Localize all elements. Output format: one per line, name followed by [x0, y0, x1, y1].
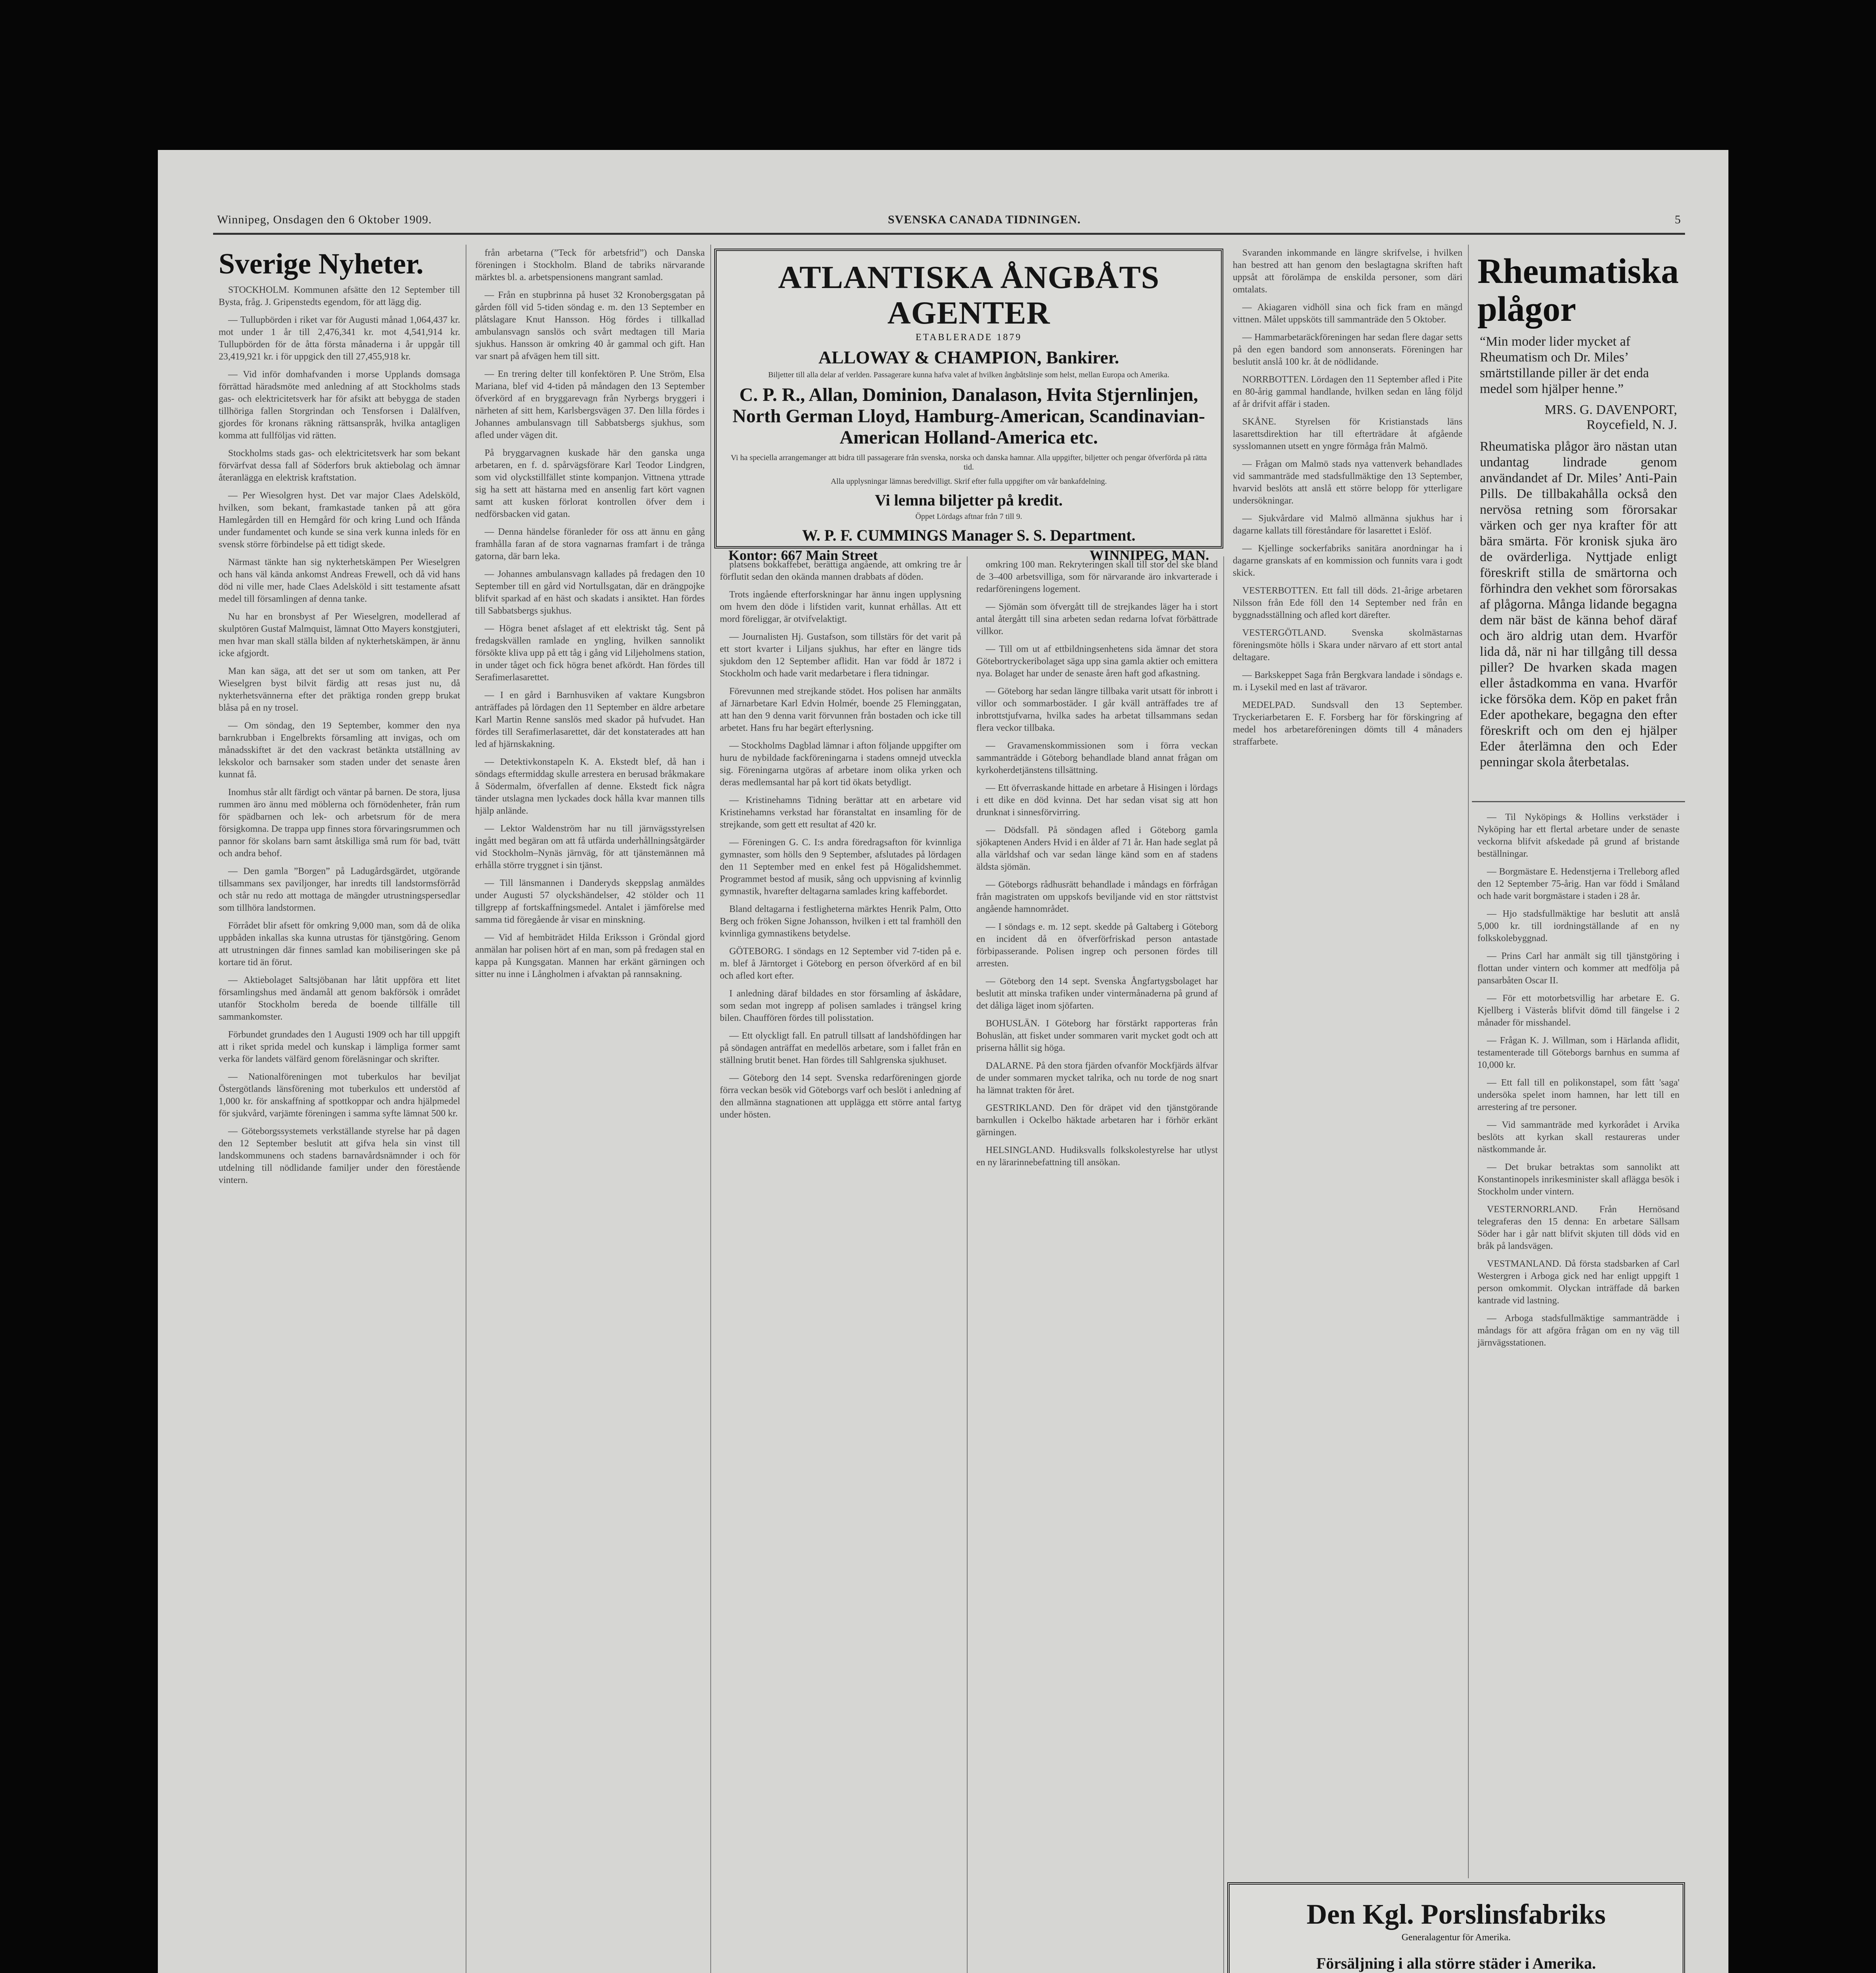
article-paragraph: omkring 100 man. Rekryteringen skall till stor del ske bland de 3–400 arbetsvilliga, som för närvarande äro inkvarterade i redarföreningens logement. — [976, 560, 1218, 594]
article-paragraph: — Ett fall till en polikonstapel, som fått 'saga' undersöka spelet inom hamnen, har lett till en arrestering af tre personer. — [1477, 1078, 1679, 1112]
article-paragraph: — Sjömän som öfvergått till de strejkandes läger ha i stort antal återgått till sina arbeten sedan redarna lofvat förbättrade villkor. — [976, 602, 1218, 636]
header-masthead: SVENSKA CANADA TIDNINGEN. — [888, 213, 1081, 226]
ad-firm-name: ALLOWAY & CHAMPION, Bankirer. — [818, 347, 1120, 367]
article-paragraph: Trots ingående efterforskningar har ännu ingen upplysning om hvem den döde i lifstiden varit, kunnat erhållas. Att ett mord föreliggar, är otvifvelaktigt. — [720, 590, 961, 624]
article-paragraph: — Ett öfverraskande hittade en arbetare å Hisingen i lördags i ett dike en död kvinna. Det har sedan visat sig att hon drunknat i sinnesförvirring. — [976, 783, 1218, 818]
article-paragraph: SKÅNE. Styrelsen för Kristianstads läns lasarettsdirektion har till efterträdare åt afgående sysslomannen utsett en yngre förmåga från Malmö. — [1233, 417, 1462, 451]
article-paragraph: — Stockholms Dagblad lämnar i afton följande uppgifter om huru de nybildade fackföreningarna i stadens omnejd utveckla sig. Föreningarna utgöras af arbetare inom olika yrken och deras medlemsantal har på kort tid ökats betydligt. — [720, 741, 961, 788]
article-paragraph: — Arboga stadsfullmäktige sammanträdde i måndags för att afgöra frågan om en ny väg till järnvägsstationen. — [1477, 1313, 1679, 1348]
column-1 — [213, 245, 466, 1973]
article-paragraph: — Hjo stadsfullmäktige har beslutit att anslå 5,000 kr. till iordningställande af en ny folkskolebyggnad. — [1477, 909, 1679, 943]
article-paragraph: — I söndags e. m. 12 sept. skedde på Galtaberg i Göteborg en incident då en öfverförfriskad person antastade förbipasserande. Polisen ingrep och personen fördes till arresten. — [976, 922, 1218, 969]
ad-body: Rheumatiska plågor äro nästan utan undantag lindrade genom användandet af Dr. Miles’ Anti-Pain Pills. De tillbakahålla också den nervösa retning som förorsakar värken och ger nya krafter för att bära smärta. För kronisk sjuka äro de ovärderliga. Nyttjade enligt föreskrift stilla de smärtorna och förhindra den vekhet som förorsakas af plågorna. Många lidande begagna dem när bäst de känna behof däraf och äro aldrig utan dem. Hvarför lida då, när ni har tillgång till dessa piller? De hvarken skada magen eller åstadkomma en vana. Hvarför icke försöka dem. Köp en paket från Eder apothekare, begagna den efter föreskrift och om den ej hjälper Eder återlämna den och Eder penningar skola återbetalas. — [1480, 439, 1677, 769]
article-paragraph: — Till länsmannen i Danderyds skeppslag anmäldes under Augusti 57 olyckshändelser, 42 stölder och 11 tillgrepp af fortskaffningsmedel. Antalet i jämförelse med samma tid föregående år visar en minskning. — [475, 878, 705, 925]
article-paragraph: Svaranden inkommande en längre skrifvelse, i hvilken han bestred att han genom den beslagtagna skriften haft uppsåt att förolämpa de enskilda personer, som däri omtalats. — [1233, 248, 1462, 295]
article-paragraph: VESTERBOTTEN. Ett fall till döds. 21-årige arbetaren Nilsson från Ede föll den 14 September ned från en byggnadsställning och afled kort därefter. — [1233, 586, 1462, 620]
ad-address: Kontor: 667 Main Street — [728, 547, 878, 563]
ad-note: Biljetter till alla delar af verlden. Passagerare kunna hafva valet af hvilken ångbåtslinje som helst, mellan Europa och Amerika. — [768, 371, 1170, 379]
column-5-text — [1227, 245, 1468, 756]
column-2-text — [470, 245, 710, 988]
article-paragraph: Förevunnen med strejkande stödet. Hos polisen har anmälts af Järnarbetare Karl Edvin Holmér, boende 25 Fleminggatan, att han den 9 denna varit förvunnen från bostaden och icke till arbetet. Hans fru har begärt efterlysning. — [720, 686, 961, 733]
ad-credit-tickets: Vi lemna biljetter på kredit. — [875, 491, 1063, 509]
article-paragraph: — Till om ut af ettbildningsenhetens sida ämnar det stora Götebortryckeribolaget säga upp sina gamla aktier och emittera nya. Bolaget har under de senaste åren haft god afkastning. — [976, 644, 1218, 679]
article-paragraph: — Nationalföreningen mot tuberkulos har beviljat Östergötlands länsförening mot tuberkulos ett understöd af 1,000 kr. för anskaffning af spottkoppar och andra hjälpmedel för sjukvård, varjämte föreningen i samma syfte lämnat 500 kr. — [219, 1072, 460, 1119]
article-paragraph: — Det brukar betraktas som sannolikt att Konstantinopels inrikesminister skall aflägga besök i Stockholm under vintern. — [1477, 1162, 1679, 1197]
article-paragraph: — Kjellinge sockerfabriks sanitära anordningar ha i dagarne granskats af en kommission och funnits vara i godt skick. — [1233, 543, 1462, 578]
article-paragraph: — Högra benet afslaget af ett elektriskt tåg. Sent på fredagskvällen ramlade en yngling, hvilken sannolikt försökte kliva upp på ett tåg i gång vid Liljeholmens station, in under tåget och fick högra benet afkördt. Han fördes till Serafimerlasarettet. — [475, 623, 705, 683]
ad-city: WINNIPEG, MAN. — [1090, 547, 1209, 563]
ad-note: Vi ha speciella arrangemanger att bidra till passagerare från svenska, norska och danska hamnar. Alla uppgifter, biljetter och pengar öfverförda på rätta tid. — [730, 453, 1207, 472]
ad-office-hours: Öppet Lördags aftnar från 7 till 9. — [915, 512, 1022, 521]
article-paragraph: Stockholms stads gas- och elektricitetsverk har som bekant förvärfvat dessa fall af Söderfors bruk aktiebolag och ämnar återanlägga en elektrisk kraftstation. — [219, 448, 460, 483]
ad-title: ATLANTISKA ÅNGBÅTS AGENTER — [778, 259, 1160, 331]
article-paragraph: — Göteborg den 14 sept. Svenska redarföreningen gjorde förra veckan besök vid Göteborgs varf och beslöt i anledning af den allmänna stagnationen att upplägga ett större antal fartyg under hösten. — [720, 1073, 961, 1120]
article-paragraph: — Den gamla ”Borgen” på Ladugårdsgärdet, utgörande tillsammans sex paviljonger, har inredts till landstormsförråd och står nu redo att mottaga de mängder utrustningspersedlar som tillhöra landstormen. — [219, 866, 460, 913]
article-paragraph: VESTERNORRLAND. Från Hernösand telegraferas den 15 denna: En arbetare Sällsam Söder har i går natt blifvit skjuten till döds vid en bråk på landsvägen. — [1477, 1204, 1679, 1251]
article-paragraph: — Från en stupbrinna på huset 32 Kronobergsgatan på gården föll vid 5-tiden söndag e. m. den 13 September en plåtslagare Knut Hansson. Hög fördes i tillkallad ambulansvagn sanslös och svårt medtagen till Maria sjukhus. Hansson är omkring 40 år gammal och gift. Han var snart på afvägen hem till sitt. — [475, 290, 705, 361]
ad-note: Alla upplysningar lämnas beredvilligt. Skrif efter fulla uppgifter om vår bankafdelning. — [831, 477, 1107, 486]
column-1-text — [213, 282, 466, 1194]
article-paragraph: DALARNE. På den stora fjärden ofvanför Mockfjärds älfvar de under sommaren mycket talrika, och nu torde de nog snart ha lämnat trakten för året. — [976, 1061, 1218, 1095]
article-paragraph: — Borgmästare E. Hedenstjerna i Trelleborg afled den 12 September 75-årig. Han var född i Småland och hade varit borgmästare i staden i 28 år. — [1477, 867, 1679, 901]
ad-subtitle: Generalagentur för Amerika. — [1401, 1932, 1511, 1943]
article-paragraph: — Per Wiesolgren hyst. Det var major Claes Adelsköld, hvilken, som bekant, framkastade tanken på att göra Hamlegården till en Hemgård för och kring Lund och Ifånda under fundamentet och kunde se sina verk kunna inleds för en svensk större förbindelse på ett tidigt skede. — [219, 490, 460, 550]
article-paragraph: — Hammarbetaräckföreningen har sedan flere dagar setts på den egen bandord som annonserats. Föreningen har beslutit anslå 100 kr. åt de nödlidande. — [1233, 332, 1462, 367]
ad-sales-line: Försäljning i alla större städer i Amerika. — [1316, 1954, 1596, 1972]
article-paragraph: — Johannes ambulansvagn kallades på fredagen den 10 September till en gård vid Nortullsgatan, där en drängpojke blifvit sparkad af en häst och skadats i ansiktet. Han fördes till Sabbatsbergs sjukhus. — [475, 569, 705, 616]
article-paragraph: — Göteborgssystemets verkställande styrelse har på dagen den 12 September beslutit att gifva hela sin vinst till landskommunens och stadens barnavårdsnämnder i och för utdelning till nödlidande familjer under den förestående vintern. — [219, 1126, 460, 1185]
article-paragraph: — För ett motorbetsvillig har arbetare E. G. Kjellberg i Västerås blifvit dömd till fängelse i 2 månader för misshandel. — [1477, 993, 1679, 1028]
article-paragraph: NORRBOTTEN. Lördagen den 11 September afled i Pite en 80-årig gammal handlande, hvilken sedan en lång följd af år drifvit affär i staden. — [1233, 374, 1462, 409]
article-paragraph: — Barkskeppet Saga från Bergkvara landade i söndags e. m. i Lysekil med en last af trävaror. — [1233, 670, 1462, 693]
ad-testimonial-name: MRS. G. DAVENPORT, — [1545, 402, 1677, 417]
article-paragraph: — Vid inför domhafvanden i morse Upplands domsaga förrättad häradsmöte med anledning af att Stockholms stads gas- och elektricitetsverk har för afsikt att bebygga de staden tillhöriga fallen Storgrindan och Tensforsen i Dalälfven, gjordes för kronans räkning rättsanspråk, hvilka antagligen komma att fullföljas vid rätten. — [219, 369, 460, 441]
article-paragraph: — Lektor Waldenström har nu till järnvägsstyrelsen ingått med begäran om att få utfärda underhållningsåtgärder vid Stockholm–Nynäs järnväg, för att tjänstemännen må erhålla större tryggnet i sin tjänst. — [475, 824, 705, 870]
column-2 — [470, 245, 711, 1973]
article-paragraph: — Akiagaren vidhöll sina och fick fram en mängd vittnen. Målet uppsköts till sammanträde den 5 Oktober. — [1233, 302, 1462, 325]
article-paragraph: — Prins Carl har anmält sig till tjänstgöring i flottan under vintern och kommer att medfölja på pansarbåten Oscar II. — [1477, 951, 1679, 986]
column-3-text — [714, 556, 967, 1129]
article-paragraph: VESTERGÖTLAND. Svenska skolmästarnas föreningsmöte hölls i Skara under närvaro af ett stort antal deltagare. — [1233, 628, 1462, 663]
ad-testimonial-quote: “Min moder lider mycket af Rheumatism och Dr. Miles’ smärtstillande piller är det enda medel som hjälper henne.” — [1480, 334, 1649, 396]
article-paragraph: — Göteborg den 14 sept. Svenska Ångfartygsbolaget har beslutit att minska trafiken under vintermånaderna på grund af det dåliga läget inom sjöfarten. — [976, 976, 1218, 1011]
article-paragraph: — Vid sammanträde med kyrkorådet i Arvika beslöts att kyrkan skall restaureras under nästkommande år. — [1477, 1120, 1679, 1155]
article-paragraph: — Detektivkonstapeln K. A. Ekstedt blef, då han i söndags eftermiddag skulle arrestera en berusad bråkmakare å Södermalm, öfverfallen af denne. Ekstedt fick några tänder utslagna men lyckades dock hålla kvar mannen tills hjälp anlände. — [475, 757, 705, 816]
article-paragraph: — En trering delter till konfektören P. Une Ström, Elsa Mariana, blef vid 4-tiden på måndagen den 13 September öfverkörd af en bryggarevagn från Nyrbergs bryggeri i närheten af sitt hem, Karlsbergsvägen 37. Den lilla fördes i Johannes ambulansvagn till Sabbatsbergs sjukhus, som afled under vägen dit. — [475, 369, 705, 440]
article-paragraph: Inomhus står allt färdigt och väntar på barnen. De stora, ljusa rummen äro ännu med möblerna och förnödenheter, från rum för spädbarnen och lek- och arbetsrum för de mera försigkomna. De trappa upp finnes stora förvaringsrummen och pannor för skolans barn samt åtskilliga små rum för bad, tvätt och andra behof. — [219, 787, 460, 859]
column-5 — [1227, 245, 1469, 1878]
article-paragraph: — Tullupbörden i riket var för Augusti månad 1,064,437 kr. mot under 1 år till 2,476,341 kr. mot 4,541,914 kr. Tullupbörden för de åtta första månaderna i år uppgår till 23,419,921 kr. i för uppgick den till 27,455,918 kr. — [219, 315, 460, 362]
article-paragraph: GESTRIKLAND. Den för dräpet vid den tjänstgörande barnkullen i Ockelbo häktade arbetaren har i förhör erkänt gärningen. — [976, 1103, 1218, 1138]
column-4-text — [971, 556, 1223, 1177]
article-paragraph: — Journalisten Hj. Gustafson, som tillstärs för det varit på ett stort kvarter i Liljans sjukhus, har efter en längre tids sjukdom den 12 September aflidit. Han var född år 1872 i Stockholm och hade varit medarbetare i flera tidningar. — [720, 632, 961, 679]
article-paragraph: — Aktiebolaget Saltsjöbanan har låtit uppföra ett litet församlingshus med ändamål att genom bakförsök i området utanför Stockholm bereda de boende tillfälle till sammankomster. — [219, 975, 460, 1022]
article-paragraph: — Ett olyckligt fall. En patrull tillsatt af landshöfdingen har på söndagen anträffat en medellös arbetare, som i fallet från en ställning brutit benet. Han fördes till Sahlgrenska sjukhuset. — [720, 1031, 961, 1065]
article-paragraph: — Til Nyköpings & Hollins verkstäder i Nyköping har ett flertal arbetare under de senaste veckorna blifvit afskedade på grund af bristande beställningar. — [1477, 812, 1679, 859]
article-paragraph: HELSINGLAND. Hudiksvalls folkskolestyrelse har utlyst en ny lärarinnebefattning till ansökan. — [976, 1145, 1218, 1168]
header-rule — [213, 233, 1685, 235]
article-paragraph: Närmast tänkte han sig nykterhetskämpen Per Wieselgren och hans väl kända ankomst Andreas Frewell, och då vid hans död ni ville mer, hade Claes Adelsköld i sitt testamente afsatt medel till församlingen af denna tanke. — [219, 557, 460, 604]
article-paragraph: BOHUSLÄN. I Göteborg har förstärkt rapporteras från Bohuslän, att fisket under sommaren varit mycket godt och att priserna hållit sig höga. — [976, 1018, 1218, 1053]
article-paragraph: Förrådet blir afsett för omkring 9,000 man, som då de olika uppbåden inkallas ska kunna utrustas för tjänstgöring. Genom att utrustningen där finnes samlad kan mobiliseringen ske på kortare tid än förut. — [219, 921, 460, 968]
article-paragraph: platsens bokkaffebet, berättiga angående, att omkring tre år förflutit sedan den okända mannen drabbats af döden. — [720, 560, 961, 582]
ad-testimonial-place: Roycefield, N. J. — [1586, 417, 1677, 432]
article-paragraph: — Vid af hembiträdet Hilda Eriksson i Gröndal gjord anmälan har polisen hört af en man, som på fredagen stal en kappa på Kungsgatan. Mannen har erkänt gärningen och sitter nu inne i Långholmen i afvaktan på rannsakning. — [475, 932, 705, 979]
article-paragraph: — Göteborgs rådhusrätt behandlade i måndags en förfrågan från magistraten om uppskofs beviljande vid en stor rättstvist angående hamnområdet. — [976, 880, 1218, 914]
article-paragraph: från arbetarna (”Teck för arbetsfrid”) och Danska föreningen i Stockholm. Bland de tabriks närvarande märktes bl. a. arbetspensionens mangrant samlad. — [475, 248, 705, 283]
article-paragraph: Bland deltagarna i festligheterna märktes Henrik Palm, Otto Berg och fröken Signe Johansson, hvilken i ett tal framhöll den kvinnliga gymnastikens betydelse. — [720, 904, 961, 939]
article-paragraph: — Dödsfall. På söndagen afled i Göteborg gamla sjökaptenen Anders Hvid i en ålder af 71 år. Han hade seglat på alla världshaf och var sedan länge känd som en af stadens äldsta sjömän. — [976, 825, 1218, 872]
column-6 — [1472, 809, 1685, 1878]
header-dateline: Winnipeg, Onsdagen den 6 Oktober 1909. — [217, 213, 432, 226]
article-paragraph: Nu har en bronsbyst af Per Wieselgren, modellerad af skulptören Gustaf Malmquist, lämnat Otto Mayers konstgjuteri, men hvar man skall ställa bilden af nykterhetskämpen, är ännu icke afgjordt. — [219, 612, 460, 659]
ad-atlantiska-angbats-agenter — [714, 249, 1223, 563]
article-paragraph: På bryggarvagnen kuskade här den ganska unga arbetaren, en f. d. spårvägsförare Karl Teodor Lindgren, som vid olyckstillfället stinte kompanjon. Vittnena yttrade sig ha sett att hästarna med en ansenlig fart kört vagnen samt att kusken förlorat kontrollen öfver dem i nedförsbacken vid gatan. — [475, 448, 705, 519]
ad-title: Den Kgl. Porslinsfabriks — [1306, 1898, 1606, 1930]
article-paragraph: — Frågan om Malmö stads nya vattenverk behandlades vid sammanträde med stadsfullmäktige den 13 September, hvarvid beslöts att anslå ett större belopp för ytterligare undersökningar. — [1233, 459, 1462, 506]
article-paragraph: — Denna händelse föranleder för oss att ännu en gång framhålla faran af de stora vagnarnas framfart i de trånga gatorna, där barn leka. — [475, 527, 705, 562]
article-paragraph: — I en gård i Barnhusviken af vaktare Kungsbron anträffades på lördagen den 11 September en äldre arbetare Karl Martin Renne sanslös med skador på hufvudet. Han fördes till Serafimerlasarettet, där det konstaterades att han led af hjärnskakning. — [475, 690, 705, 749]
article-paragraph: — Göteborg har sedan längre tillbaka varit utsatt för inbrott i villor och sommarbostäder. I går kväll anträffades tre af inbrottstjufvarna, hvilka sades ha arbetat tillsammans sedan flera veckor tillbaka. — [976, 686, 1218, 733]
article-paragraph: Förbundet grundades den 1 Augusti 1909 och har till uppgift att i riket sprida medel och kunskap i lämpliga former samt verka för landets välfärd genom föreläsningar och skrifter. — [219, 1030, 460, 1064]
ad-kgl-porslinsfabriks — [1227, 1882, 1685, 1973]
article-paragraph: MEDELPAD. Sundsvall den 13 September. Tryckeriarbetaren E. F. Forsberg har för förskingring af medel hos arbetareföreningen dömts till 4 månaders straffarbete. — [1233, 700, 1462, 747]
article-paragraph: — Frågan K. J. Willman, som i Härlanda aflidit, testamenterade till Göteborgs barnhus en summa af 10,000 kr. — [1477, 1035, 1679, 1070]
ad-title: Rheumatiska plågor — [1477, 252, 1679, 329]
article-paragraph: — Sjukvårdare vid Malmö allmänna sjukhus har i dagarne kallats till föreståndare för lasarettet i Eslöf. — [1233, 513, 1462, 536]
article-paragraph: Man kan säga, att det ser ut som om tanken, att Per Wieselgren byst bilvit färdig att resas just nu, då nykterhetsvännerna efter det präktiga ronden grepp brukat blåsa på en ny trosel. — [219, 666, 460, 713]
article-paragraph: — Föreningen G. C. I:s andra föredragsafton för kvinnliga gymnaster, som hölls den 9 September, afslutades på lördagen den 11 September med en enkel fest på Högalidshemmet. Programmet bestod af musik, sång och uppvisning af kvinnlig gymnastik, hvarefter deltagarna samlades kring kaffebordet. — [720, 837, 961, 897]
section-heading-sverige-nyheter: Sverige Nyheter. — [219, 248, 424, 280]
header-page-number: 5 — [1675, 213, 1681, 226]
newspaper-page — [158, 150, 1728, 1973]
article-paragraph: — Om söndag, den 19 September, kommer den nya barnkrubban i Engelbrekts församling att invigas, och om månadsskiftet är det den vackrast betänkta utställning av lekskolor och barnsaker som staden under det senaste åren kunnat få. — [219, 721, 460, 780]
ad-manager: W. P. F. CUMMINGS Manager S. S. Department. — [802, 526, 1136, 544]
column-4 — [971, 556, 1224, 1973]
article-paragraph: STOCKHOLM. Kommunen afsätte den 12 September till Bysta, fråg. J. Gripenstedts egendom, för att lägg dig. — [219, 285, 460, 307]
article-paragraph: — Kristinehamns Tidning berättar att en arbetare vid Kristinehamns verkstad har föranstaltat en insamling för de strejkande, som gett ett resultat af 420 kr. — [720, 795, 961, 830]
ad-rheumatiska-plagor — [1472, 245, 1685, 802]
article-paragraph: GÖTEBORG. I söndags en 12 September vid 7-tiden på e. m. blef å Järntorget i Göteborg en person öfverkörd af en bil och afled kort efter. — [720, 946, 961, 981]
column-6-text — [1472, 809, 1685, 1357]
article-paragraph: I anledning däraf bildades en stor församling af åskådare, som sedan mot ingrepp af polisen samlades i trängsel kring bilen. Chauffören fördes till polisstation. — [720, 988, 961, 1023]
article-paragraph: VESTMANLAND. Då första stadsbarken af Carl Westergren i Arboga gick ned har enligt uppgift 1 person omkommit. Olyckan inträffade då barken kantrade vid lastning. — [1477, 1259, 1679, 1306]
article-paragraph: — Gravamenskommissionen som i förra veckan sammanträdde i Göteborg behandlade bland annat frågan om kyrkoherdetjänstens tillsättning. — [976, 741, 1218, 775]
ad-established: ETABLERADE 1879 — [916, 332, 1022, 343]
ad-steamship-lines: C. P. R., Allan, Dominion, Danalason, Hvita Stjernlinjen, North German Lloyd, Hamburg-American, Scandinavian-American Holland-America etc. — [732, 384, 1205, 448]
column-3 — [714, 556, 968, 1973]
